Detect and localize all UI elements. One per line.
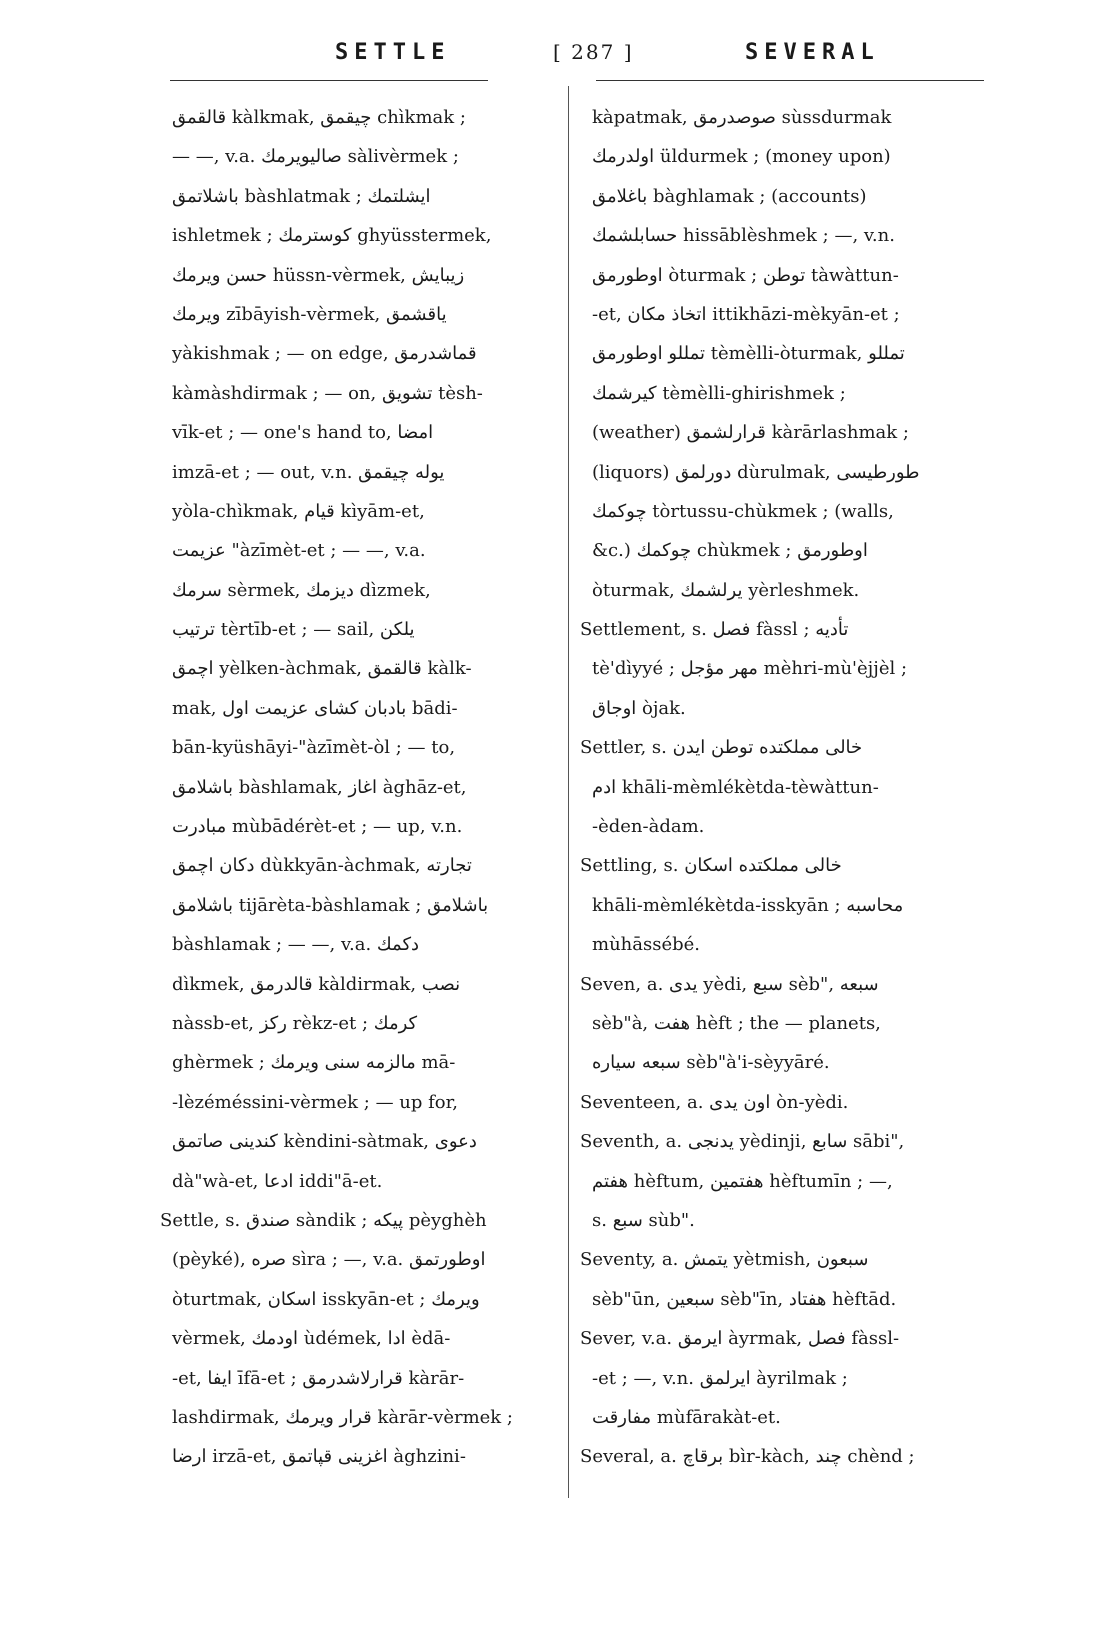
dictionary-text-line: dà"wà-et, ادعا iddi"ā-et. <box>172 1170 383 1192</box>
dictionary-text-line: ویرمك zībāyish-vèrmek, یاقشمق <box>172 303 447 325</box>
dictionary-text-line: khāli-mèmlékètda-isskyān ; محاسبه <box>592 894 904 916</box>
dictionary-text-line: ارضا irzā-et, اغزینی قپاتمق àghzini- <box>172 1446 466 1468</box>
dictionary-entry-line: Seventy, a. یتمش yètmish, سبعون <box>580 1249 869 1271</box>
dictionary-text-line: nàssb-et, رکز rèkz-et ; کرمك <box>172 1012 418 1034</box>
dictionary-entry-line: Settling, s. خالی مملکتده اسکان <box>580 855 842 877</box>
page-number: [ 287 ] <box>553 40 634 64</box>
dictionary-text-line: kàpatmak, صوصدرمق sùssdurmak <box>592 107 892 128</box>
dictionary-text-line: òturtmak, اسکان isskyān-et ; ویرمك <box>172 1288 480 1310</box>
dictionary-entry-line: Sever, v.a. ایرمق àyrmak, فصل fàssl- <box>580 1328 900 1350</box>
dictionary-text-line: (liquors) دورلمق dùrulmak, طورطیسی <box>592 461 920 483</box>
dictionary-text-line: باغلامق bàghlamak ; (accounts) <box>592 185 867 207</box>
header-rule-right <box>596 80 984 81</box>
dictionary-text-line: (pèyké), صره sìra ; —, v.a. اوطورتمق <box>172 1249 486 1271</box>
dictionary-text-line: ishletmek ; کوسترمك ghyüsstermek, <box>172 225 492 247</box>
dictionary-text-line: bàshlamak ; — —, v.a. دکمك <box>172 934 420 956</box>
column-divider <box>568 86 569 1498</box>
dictionary-entry-line: Several, a. برقاچ bìr-kàch, چند chènd ; <box>580 1446 915 1468</box>
dictionary-text-line: هفتم hèftum, هفتمین hèftumīn ; —, <box>592 1170 893 1192</box>
right-column <box>580 98 985 1477</box>
dictionary-text-line: yàkishmak ; — on edge, قماشدرمق <box>172 343 477 365</box>
dictionary-text-line: mùhāssébé. <box>592 934 701 956</box>
dictionary-entry-line: Settle, s. صندق sàndik ; پیکه pèyghèh <box>160 1209 487 1231</box>
dictionary-text-line: -lèzéméssini-vèrmek ; — up for, <box>172 1091 458 1113</box>
dictionary-text-line: اچمق yèlken-àchmak, قالقمق kàlk- <box>172 658 472 680</box>
dictionary-text-line: مبادرت mùbādérèt-et ; — up, v.n. <box>172 816 463 838</box>
dictionary-entry-line: Settlement, s. فصل fàssl ; تأدیه <box>580 619 849 641</box>
dictionary-entry-line: Settler, s. خالی مملکتده توطن ایدن <box>580 737 863 759</box>
dictionary-text-line: lashdirmak, قرار ویرمك kàrār-vèrmek ; <box>172 1406 513 1428</box>
dictionary-text-line: مفارقت mùfārakàt-et. <box>592 1406 781 1428</box>
dictionary-text-line: باشلامق bàshlamak, اغاز àghāz-et, <box>172 776 467 798</box>
dictionary-text-line: vèrmek, اودمك ùdémek, ادا èdā- <box>172 1328 451 1350</box>
dictionary-text-line: اوطورمق òturmak ; توطن tàwàttun- <box>592 264 899 286</box>
dictionary-entry-line: Seventh, a. یدنجی yèdinji, سابع sābi", <box>580 1131 905 1153</box>
dictionary-text-line: yòla-chìkmak, قیام kìyām-et, <box>172 500 425 522</box>
dictionary-text-line: mak, بادبان کشای عزیمت اول bādi- <box>172 697 458 719</box>
dictionary-text-line: sèb"à, هفت hèft ; the — planets, <box>592 1012 881 1034</box>
dictionary-text-line: اولدرمك üldurmek ; (money upon) <box>592 146 891 168</box>
dictionary-text-line: dìkmek, قالدرمق kàldirmak, نصب <box>172 973 461 995</box>
dictionary-text-line: -èden-àdam. <box>592 816 705 838</box>
dictionary-text-line: -et, اتخاذ مکان ittikhāzi-mèkyān-et ; <box>592 303 900 325</box>
dictionary-text-line: s. سبع sùb". <box>592 1209 695 1231</box>
dictionary-entry-line: Seventeen, a. اون یدی òn-yèdi. <box>580 1091 849 1113</box>
dictionary-text-line: òturmak, یرلشمك yèrleshmek. <box>592 579 860 601</box>
dictionary-text-line: -et, ایفا īfā-et ; قرارلاشدرمق kàrār- <box>172 1367 465 1389</box>
dictionary-text-line: سرمك sèrmek, دیزمك dìzmek, <box>172 579 431 601</box>
dictionary-text-line: — —, v.a. صالیویرمك sàlivèrmek ; <box>172 146 459 168</box>
dictionary-text-line: -et ; —, v.n. ایرلمق àyrilmak ; <box>592 1367 848 1389</box>
dictionary-text-line: حسن ویرمك hüssn-vèrmek, زیبایش <box>172 264 465 286</box>
dictionary-text-line: تمللو اوطورمق tèmèlli-òturmak, تمللو <box>592 343 905 365</box>
dictionary-text-line: دکان اچمق dùkkyān-àchmak, تجارته <box>172 855 472 877</box>
dictionary-text-line: sèb"ūn, سبعین sèb"īn, هفتاد hèftād. <box>592 1288 897 1310</box>
left-running-headword: SETTLE <box>335 40 451 65</box>
dictionary-text-line: باشلاتمق bàshlatmak ; ایشلتمك <box>172 185 431 207</box>
dictionary-text-line: حسابلشمك hissāblèshmek ; —, v.n. <box>592 225 895 247</box>
dictionary-text-line: kàmàshdirmak ; — on, تشویق tèsh- <box>172 382 483 404</box>
dictionary-text-line: باشلامق tijārèta-bàshlamak ; باشلامق <box>172 894 489 916</box>
dictionary-text-line: (weather) قرارلشمق kàrārlashmak ; <box>592 422 909 444</box>
page-header <box>0 36 1113 76</box>
dictionary-text-line: tè'dìyyé ; مهر مؤجل mèhri-mù'èjjèl ; <box>592 658 908 680</box>
dictionary-text-line: ترتیب tèrtīb-et ; — sail, یلکن <box>172 619 415 641</box>
header-rule-left <box>170 80 488 81</box>
dictionary-text-line: چوکمك tòrtussu-chùkmek ; (walls, <box>592 500 894 522</box>
right-running-headword: SEVERAL <box>745 40 880 65</box>
dictionary-text-line: کیرشمك tèmèlli-ghirishmek ; <box>592 382 846 404</box>
dictionary-text-line: کندینی صاتمق kèndini-sàtmak, دعوی <box>172 1131 477 1153</box>
dictionary-text-line: اوجاق òjak. <box>592 697 686 719</box>
dictionary-text-line: ادم khāli-mèmlékètda-tèwàttun- <box>592 776 879 798</box>
dictionary-text-line: ghèrmek ; مالزمه سنی ویرمك mā- <box>172 1052 456 1074</box>
dictionary-text-line: قالقمق kàlkmak, چیقمق chìkmak ; <box>172 107 466 128</box>
dictionary-text-line: &c.) چوکمك chùkmek ; اوطورمق <box>592 540 868 562</box>
dictionary-text-line: bān-kyüshāyi-"àzīmèt-òl ; — to, <box>172 737 456 759</box>
dictionary-text-line: imzā-et ; — out, v.n. یوله چیقمق <box>172 461 445 483</box>
dictionary-text-line: عزیمت "àzīmèt-et ; — —, v.a. <box>172 540 426 562</box>
dictionary-entry-line: Seven, a. یدی yèdi, سبع sèb", سبعه <box>580 973 879 995</box>
dictionary-text-line: vīk-et ; — one's hand to, امضا <box>172 422 434 444</box>
dictionary-text-line: سبعه سیاره sèb"à'i-sèyyāré. <box>592 1052 830 1074</box>
left-column <box>160 98 555 1477</box>
